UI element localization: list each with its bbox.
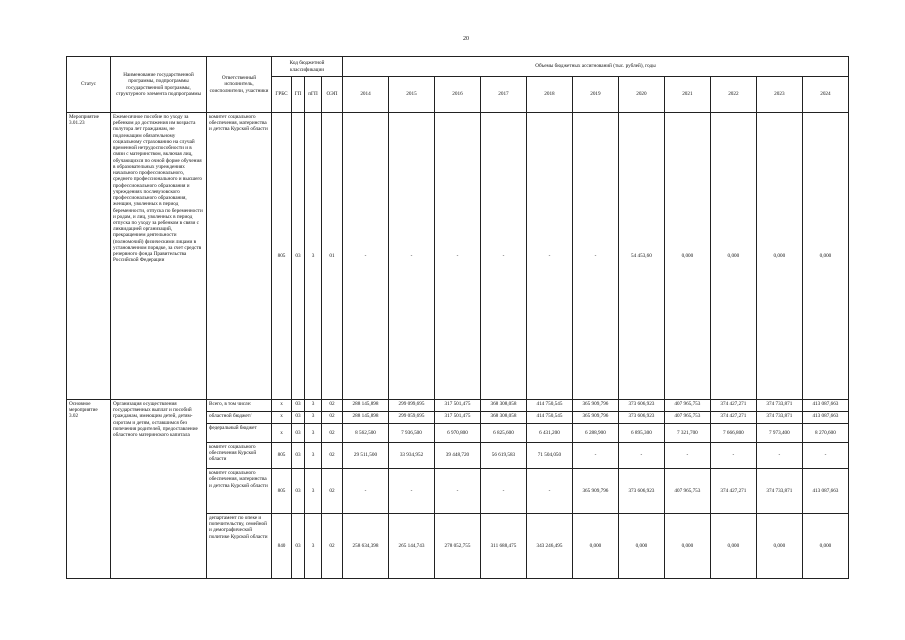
cell-value: 368 308,058 <box>480 399 526 411</box>
cell-value: - <box>756 442 802 468</box>
header-code-group: Код бюджетной классификации <box>272 57 343 77</box>
cell-value: 0,000 <box>802 513 848 578</box>
table-row <box>67 113 849 400</box>
row-status: Мероприятие 3.01.23 <box>67 113 111 400</box>
cell-value: 0,000 <box>802 113 848 400</box>
cell-value: 374 427,271 <box>710 399 756 411</box>
cell-value: 7 666,800 <box>710 424 756 442</box>
cell-grbs: 805 <box>272 469 292 514</box>
cell-value: 71 504,050 <box>526 442 572 468</box>
cell-value: 365 909,796 <box>572 469 618 514</box>
cell-value: - <box>389 469 435 514</box>
row-name: Организация осуществления государственных выплат и пособий гражданам, имеющим детей, детям-сиротам и детям, оставшимся без попечения родителей, предоставление областного материнского капитала <box>111 399 207 578</box>
cell-value: 413 087,663 <box>802 412 848 424</box>
row-status: Основное мероприятие 3.02 <box>67 399 111 578</box>
cell-value: 6 288,900 <box>572 424 618 442</box>
cell-gp: 03 <box>292 412 305 424</box>
cell-value: 413 087,663 <box>802 399 848 411</box>
header-pgp: пГП <box>305 77 322 113</box>
header-year: 2022 <box>710 77 756 113</box>
cell-value: - <box>343 469 389 514</box>
cell-oep: 02 <box>322 513 343 578</box>
cell-value: - <box>343 113 389 400</box>
cell-oep: 02 <box>322 469 343 514</box>
cell-pgp: 3 <box>305 412 322 424</box>
cell-grbs: х <box>272 399 292 411</box>
cell-value: 407 965,753 <box>664 412 710 424</box>
cell-value: 7 936,500 <box>389 424 435 442</box>
cell-value: - <box>480 469 526 514</box>
cell-grbs: х <box>272 424 292 442</box>
cell-value: 414 750,545 <box>526 399 572 411</box>
header-year: 2024 <box>802 77 848 113</box>
cell-value: 365 909,796 <box>572 412 618 424</box>
cell-value: 288 145,898 <box>343 399 389 411</box>
cell-grbs: 805 <box>272 113 292 400</box>
cell-pgp: 3 <box>305 113 322 400</box>
cell-value: 407 965,753 <box>664 469 710 514</box>
cell-pgp: 3 <box>305 442 322 468</box>
cell-value: - <box>434 113 480 400</box>
cell-value: 265 144,743 <box>389 513 435 578</box>
cell-value: 374 733,871 <box>756 469 802 514</box>
cell-value: 0,000 <box>618 513 664 578</box>
row-executor: комитет социального обеспечения, материнства и детства Курской области <box>207 113 272 400</box>
cell-value: - <box>572 442 618 468</box>
header-executor: Ответственный исполнитель, соисполнители, участники <box>207 57 272 113</box>
cell-value: 7 973,400 <box>756 424 802 442</box>
cell-value: 374 733,871 <box>756 399 802 411</box>
cell-value: 373 606,923 <box>618 412 664 424</box>
cell-value: 374 427,271 <box>710 469 756 514</box>
cell-value: 414 750,545 <box>526 412 572 424</box>
cell-value: 6 431,200 <box>526 424 572 442</box>
cell-grbs: х <box>272 412 292 424</box>
header-oep: ОЭП <box>322 77 343 113</box>
cell-grbs: 840 <box>272 513 292 578</box>
header-year: 2018 <box>526 77 572 113</box>
cell-pgp: 3 <box>305 399 322 411</box>
cell-value: 6 825,600 <box>480 424 526 442</box>
cell-value: 374 733,871 <box>756 412 802 424</box>
header-year: 2021 <box>664 77 710 113</box>
cell-oep: 02 <box>322 399 343 411</box>
row-executor: областной бюджет/ <box>207 412 272 424</box>
cell-oep: 02 <box>322 412 343 424</box>
cell-value: - <box>710 442 756 468</box>
cell-value: 29 511,500 <box>343 442 389 468</box>
header-year: 2023 <box>756 77 802 113</box>
cell-value: 0,000 <box>710 513 756 578</box>
cell-value: 33 934,952 <box>389 442 435 468</box>
cell-value: 317 501,475 <box>434 412 480 424</box>
cell-value: 0,000 <box>572 513 618 578</box>
cell-value: 8 270,600 <box>802 424 848 442</box>
cell-value: 0,000 <box>756 113 802 400</box>
cell-oep: 02 <box>322 424 343 442</box>
header-volume-group: Объемы бюджетных ассигнований (тыс. рублей), годы <box>343 57 849 77</box>
header-name: Наименование государственной программы, подпрограммы государственной программы, структурного элемента подпрограммы <box>111 57 207 113</box>
header-year: 2015 <box>389 77 435 113</box>
cell-value: - <box>572 113 618 400</box>
cell-value: 258 634,398 <box>343 513 389 578</box>
cell-value: 299 059,695 <box>389 412 435 424</box>
row-name: Ежемесячное пособие по уходу за ребенком до достижения им возраста полутора лет гражданам, не подлежащим обязательному социальному страхованию на случай временной нетрудоспособности и в связи с материнством, включая лиц, обучающихся по очной форме обучения в образовательных учреждениях начального профессионального, среднего профессионального и высшего профессионального образования и учреждениях послевузовского профессионального образования, женщин, уволенных в период беременности, отпуска по беременности и родам, и лиц, уволенных в период отпуска по уходу за ребенком в связи с ликвидацией организаций, прекращением деятельности (полномочий) физическими лицами в установленном порядке, за счет средств резервного фонда Правительства Российской Федерации <box>111 113 207 400</box>
page-number: 20 <box>463 36 469 42</box>
cell-value: 6 895,300 <box>618 424 664 442</box>
cell-pgp: 3 <box>305 469 322 514</box>
cell-value: 373 606,923 <box>618 469 664 514</box>
cell-value: 54 453,60 <box>618 113 664 400</box>
cell-gp: 03 <box>292 442 305 468</box>
cell-value: 39 448,720 <box>434 442 480 468</box>
budget-table <box>66 56 849 579</box>
header-grbs: ГРБС <box>272 77 292 113</box>
cell-value: 407 965,753 <box>664 399 710 411</box>
cell-value: - <box>802 442 848 468</box>
cell-value: 0,000 <box>664 113 710 400</box>
row-executor: комитет социального обеспечения Курской области <box>207 442 272 468</box>
cell-value: 373 606,923 <box>618 399 664 411</box>
row-executor: департамент по опеке и попечительству, семейной и демографической политике Курской области <box>207 513 272 578</box>
row-executor: Всего, в том числе: <box>207 399 272 411</box>
cell-value: - <box>664 442 710 468</box>
cell-value: 288 145,898 <box>343 412 389 424</box>
cell-value: 365 909,796 <box>572 399 618 411</box>
cell-gp: 03 <box>292 399 305 411</box>
cell-value: - <box>526 113 572 400</box>
header-year: 2014 <box>343 77 389 113</box>
cell-grbs: 805 <box>272 442 292 468</box>
cell-pgp: 3 <box>305 513 322 578</box>
cell-value: - <box>389 113 435 400</box>
cell-value: 317 501,475 <box>434 399 480 411</box>
cell-value: 0,000 <box>664 513 710 578</box>
cell-oep: 02 <box>322 442 343 468</box>
cell-gp: 03 <box>292 424 305 442</box>
cell-value: 368 308,058 <box>480 412 526 424</box>
row-executor: федеральный бюджет <box>207 424 272 442</box>
cell-gp: 03 <box>292 113 305 400</box>
cell-value: - <box>480 113 526 400</box>
cell-gp: 03 <box>292 513 305 578</box>
header-year: 2017 <box>480 77 526 113</box>
cell-value: - <box>526 469 572 514</box>
cell-value: 0,000 <box>756 513 802 578</box>
cell-gp: 03 <box>292 469 305 514</box>
cell-value: 311 688,475 <box>480 513 526 578</box>
cell-value: 7 321,700 <box>664 424 710 442</box>
cell-value: 8 562,500 <box>343 424 389 442</box>
row-executor: комитет социального обеспечения, материнства и детства Курской области <box>207 469 272 514</box>
cell-value: 278 052,755 <box>434 513 480 578</box>
header-year: 2019 <box>572 77 618 113</box>
header-status: Статус <box>67 57 111 113</box>
cell-value: 343 246,495 <box>526 513 572 578</box>
cell-value: 374 427,271 <box>710 412 756 424</box>
header-year: 2020 <box>618 77 664 113</box>
cell-value: - <box>434 469 480 514</box>
cell-value: 6 970,800 <box>434 424 480 442</box>
header-year: 2016 <box>434 77 480 113</box>
cell-value: - <box>618 442 664 468</box>
cell-value: 413 087,663 <box>802 469 848 514</box>
cell-value: 299 099,695 <box>389 399 435 411</box>
cell-value: 0,000 <box>710 113 756 400</box>
cell-value: 56 619,583 <box>480 442 526 468</box>
cell-oep: 01 <box>322 113 343 400</box>
header-gp: ГП <box>292 77 305 113</box>
table-row <box>67 399 849 411</box>
cell-pgp: 3 <box>305 424 322 442</box>
